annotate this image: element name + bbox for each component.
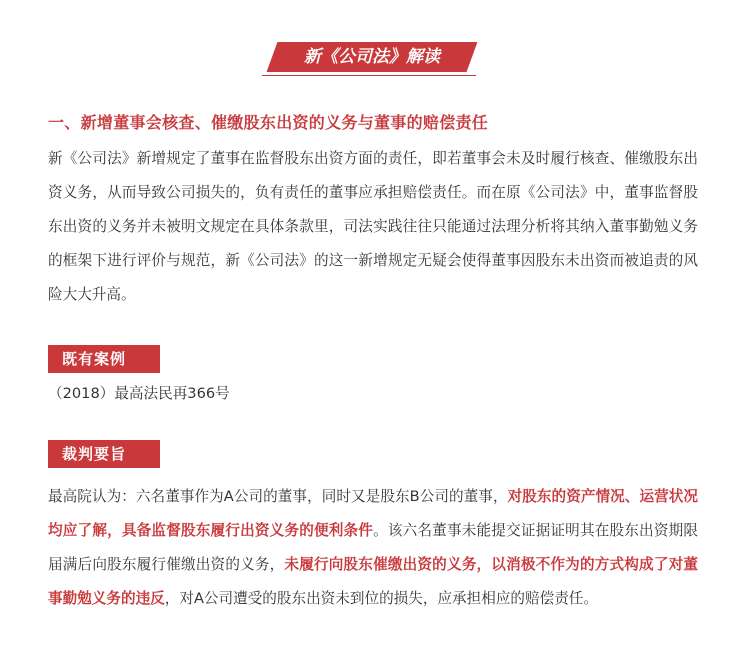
ruling-text-2: 。该六名董事未能提交证据证明其在股东出资期限届满后向股东履行催缴出资的义务， bbox=[48, 522, 698, 573]
intro-paragraph: 新《公司法》新增规定了董事在监督股东出资方面的责任，即若董事会未及时履行核查、催缴股东出资义务，从而导致公司损失的，负有责任的董事应承担赔偿责任。而在原《公司法》中，董事监督股东出资的义务并未被明文规定在具体条款里，司法实践往往只能通过法理分析将其纳入董事勤勉义务的框架下进行评价与规范，新《公司法》的这一新增规定无疑会使得董事因股东未出资而被追责的风险大大升高。 bbox=[48, 150, 698, 303]
ruling-highlight-2: 未履行向股东催缴出资的义务，以消极不作为的方式构成了对董事勤勉义务的违反 bbox=[48, 556, 698, 607]
case-number: （2018）最高法民再366号 bbox=[48, 385, 230, 402]
ruling-text-3: ，对A公司遭受的股东出资未到位的损失，应承担相应的赔偿责任。 bbox=[164, 590, 598, 607]
banner-underline bbox=[262, 75, 476, 76]
banner-title: 新《公司法》解读 bbox=[304, 47, 440, 67]
ruling-paragraph bbox=[48, 480, 698, 616]
ruling-label: 裁判要旨 bbox=[48, 440, 160, 468]
existing-case-label: 既有案例 bbox=[48, 345, 160, 373]
section-heading: 一、新增董事会核查、催缴股东出资的义务与董事的赔偿责任 bbox=[48, 113, 489, 132]
ruling-text-1: 最高院认为：六名董事作为A公司的董事，同时又是股东B公司的董事， bbox=[48, 488, 508, 505]
ruling-highlight-1: 对股东的资产情况、运营状况均应了解，具备监督股东履行出资义务的便利条件 bbox=[48, 488, 698, 539]
article-banner bbox=[262, 42, 478, 78]
